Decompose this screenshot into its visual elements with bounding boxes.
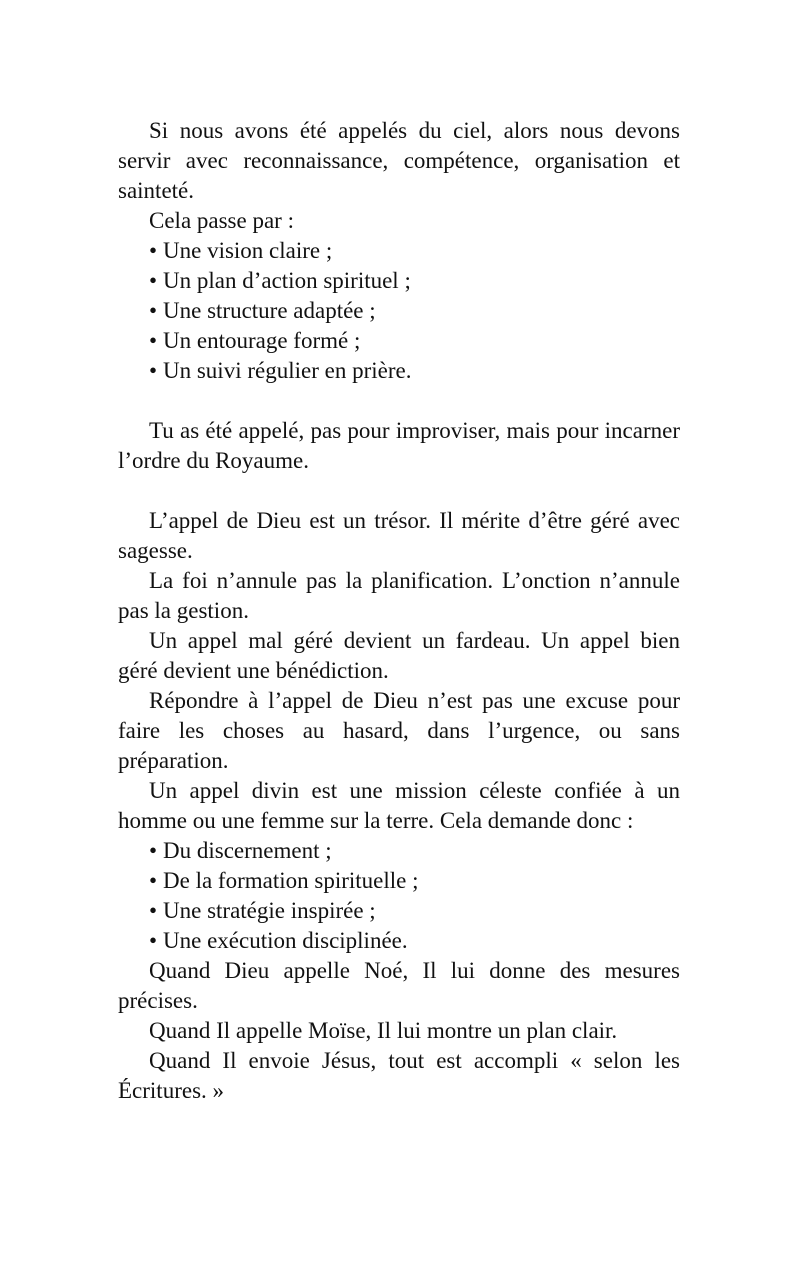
bullet-icon: • bbox=[149, 868, 158, 893]
paragraph: Cela passe par : bbox=[149, 208, 294, 233]
list-item: • Une stratégie inspirée ; bbox=[118, 896, 680, 926]
paragraph: L’appel de Dieu est un trésor. Il mérite d’être géré avec sagesse. bbox=[118, 508, 680, 563]
list-item: • Une vision claire ; bbox=[118, 236, 680, 266]
bullet-icon: • bbox=[149, 328, 158, 353]
bullet-icon: • bbox=[149, 838, 158, 863]
paragraph: Quand Dieu appelle Noé, Il lui donne des mesures précises. bbox=[118, 958, 680, 1013]
list-item: • De la formation spirituelle ; bbox=[118, 866, 680, 896]
paragraph: Un appel divin est une mission céleste confiée à un homme ou une femme sur la terre. Cela demande donc : bbox=[118, 778, 680, 833]
paragraph: Quand Il appelle Moïse, Il lui montre un plan clair. bbox=[149, 1018, 618, 1043]
bullet-icon: • bbox=[149, 358, 158, 383]
paragraph: Quand Il envoie Jésus, tout est accompli « selon les Écritures. » bbox=[118, 1048, 680, 1103]
list-item: • Un suivi régulier en prière. bbox=[118, 356, 680, 386]
list-item: • Un plan d’action spirituel ; bbox=[118, 266, 680, 296]
bullet-icon: • bbox=[149, 898, 158, 923]
paragraph: La foi n’annule pas la planification. L’onction n’annule pas la gestion. bbox=[118, 568, 680, 623]
paragraph: Un appel mal géré devient un fardeau. Un appel bien géré devient une bénédiction. bbox=[118, 628, 680, 683]
list-item: • Du discernement ; bbox=[118, 836, 680, 866]
bullet-icon: • bbox=[149, 268, 158, 293]
bullet-icon: • bbox=[149, 238, 158, 263]
list-item: • Une structure adaptée ; bbox=[118, 296, 680, 326]
spacer bbox=[118, 476, 680, 506]
paragraph: Tu as été appelé, pas pour improviser, mais pour incarner l’ordre du Royaume. bbox=[118, 418, 680, 473]
list-item: • Un entourage formé ; bbox=[118, 326, 680, 356]
bullet-icon: • bbox=[149, 928, 158, 953]
bullet-icon: • bbox=[149, 298, 158, 323]
document-page bbox=[118, 116, 680, 1106]
list-item: • Une exécution disciplinée. bbox=[118, 926, 680, 956]
paragraph: Répondre à l’appel de Dieu n’est pas une excuse pour faire les choses au hasard, dans l’urgence, ou sans préparation. bbox=[118, 688, 680, 773]
spacer bbox=[118, 386, 680, 416]
paragraph: Si nous avons été appelés du ciel, alors nous devons servir avec reconnaissance, compétence, organisation et sainteté. bbox=[118, 118, 680, 203]
